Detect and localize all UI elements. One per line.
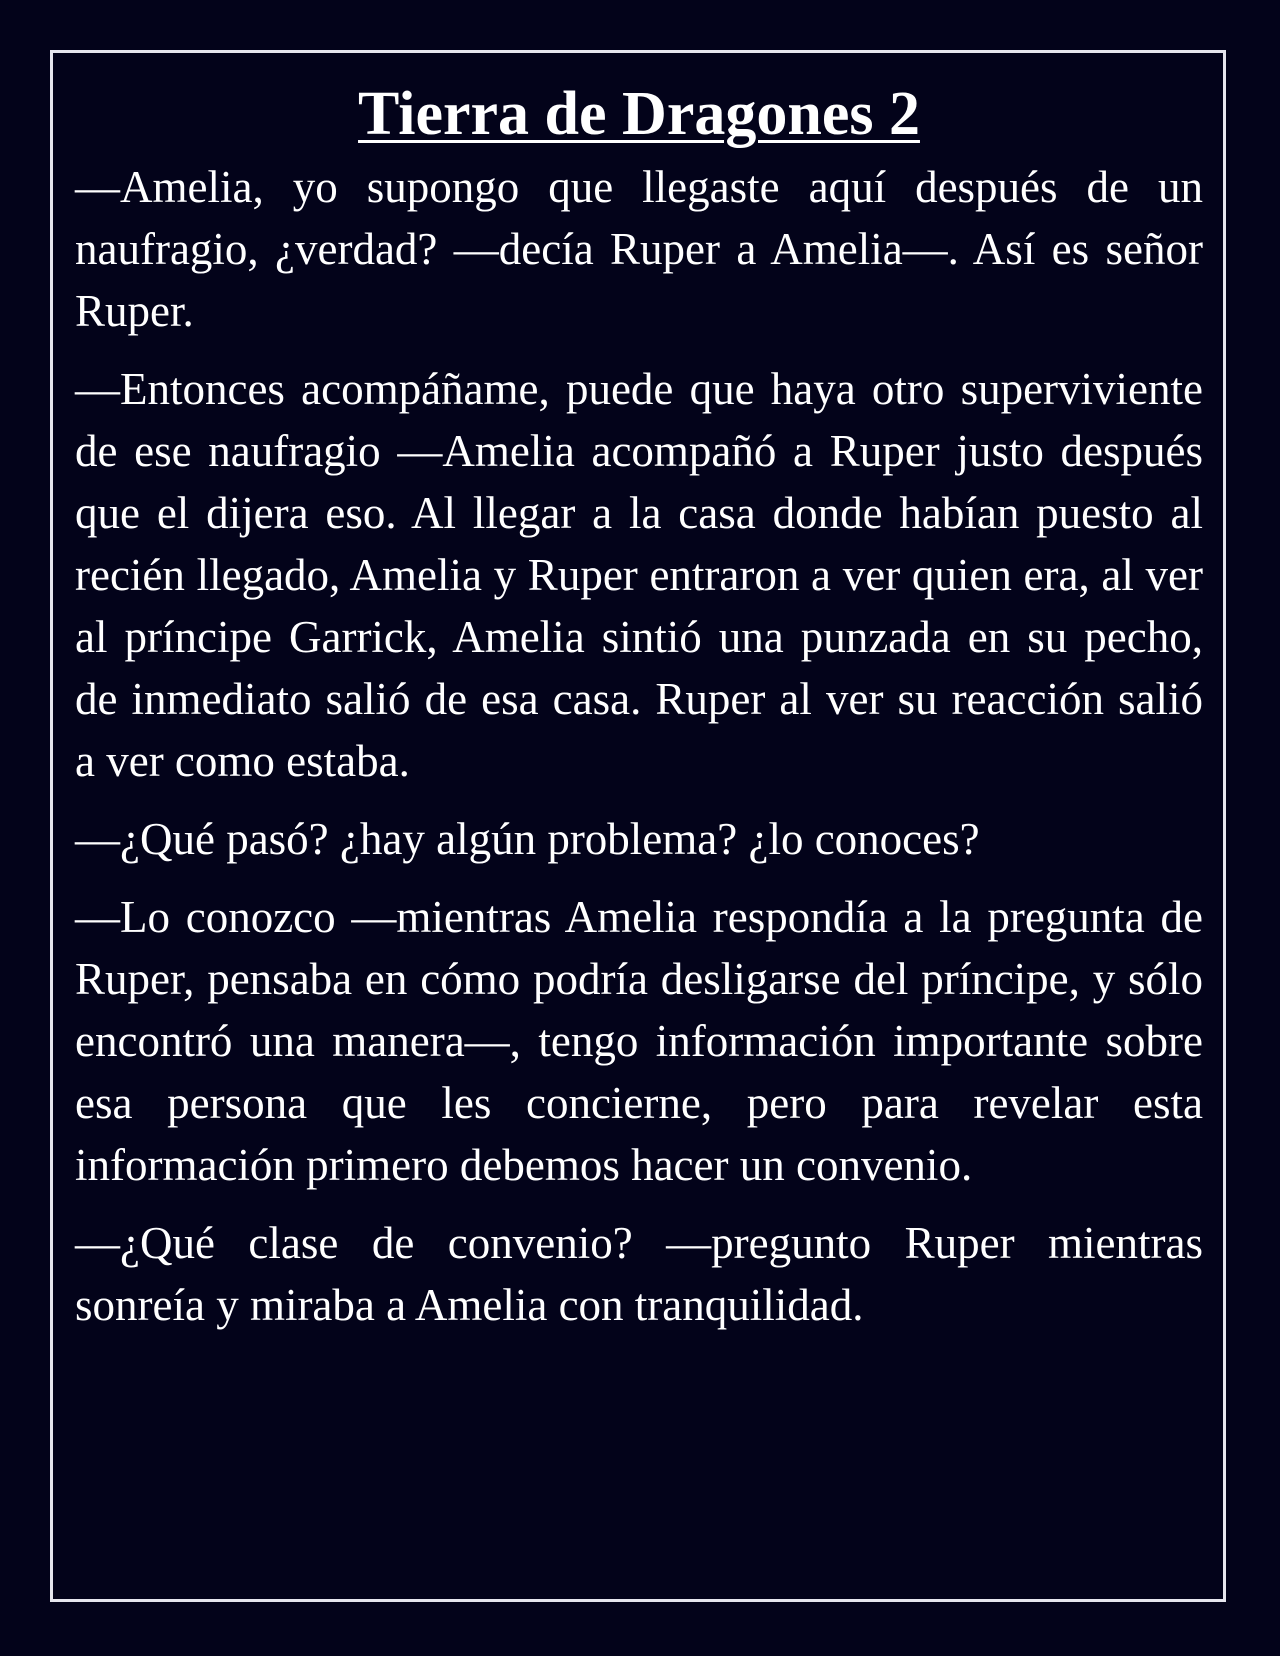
- paragraph-2: —Entonces acompáñame, puede que haya otro superviviente de ese naufragio —Amelia acompañó a Ruper justo después que el dijera eso. Al llegar a la casa donde habían puesto al recién llegado, Amelia y Ruper entraron a ver quien era, al ver al príncipe Garrick, Amelia sintió una punzada en su pecho, de inmediato salió de esa casa. Ruper al ver su reacción salió a ver como estaba.: [75, 364, 1203, 786]
- document-body: [75, 78, 1203, 1352]
- paragraph-3: —¿Qué pasó? ¿hay algún problema? ¿lo conoces?: [75, 814, 980, 864]
- document-title: Tierra de Dragones 2: [358, 80, 920, 148]
- paragraph-5: —¿Qué clase de convenio? —pregunto Ruper mientras sonreía y miraba a Amelia con tranquilidad.: [75, 1218, 1203, 1330]
- paragraph-4: —Lo conozco —mientras Amelia respondía a la pregunta de Ruper, pensaba en cómo podría desligarse del príncipe, y sólo encontró una manera—, tengo información importante sobre esa persona que les concierne, pero para revelar esta información primero debemos hacer un convenio.: [75, 892, 1203, 1190]
- paragraph-1: —Amelia, yo supongo que llegaste aquí después de un naufragio, ¿verdad? —decía Ruper a Amelia—. Así es señor Ruper.: [75, 162, 1203, 336]
